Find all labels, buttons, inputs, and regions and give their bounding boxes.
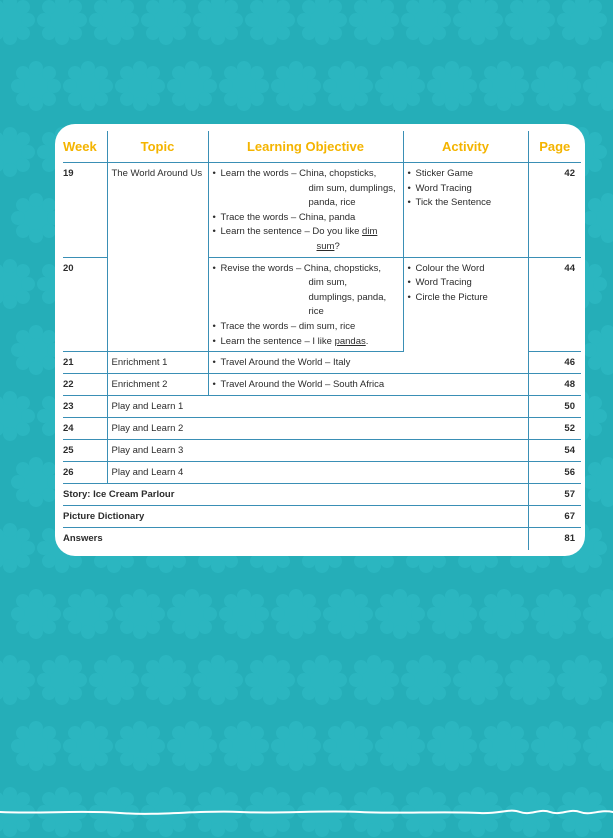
flower-motif xyxy=(375,721,425,771)
flower-motif xyxy=(219,589,269,639)
flower-motif xyxy=(167,589,217,639)
page-number: 56 xyxy=(528,462,581,484)
header-week: Week xyxy=(63,131,107,163)
flower-motif xyxy=(115,61,165,111)
flower-motif xyxy=(349,655,399,705)
flower-motif xyxy=(271,589,321,639)
flower-motif xyxy=(479,721,529,771)
list-item: • Travel Around the World – Italy xyxy=(213,356,524,371)
flower-motif xyxy=(583,193,613,243)
flower-motif xyxy=(219,61,269,111)
flower-motif xyxy=(453,0,503,45)
flower-motif xyxy=(0,259,35,309)
page-number: 54 xyxy=(528,440,581,462)
flower-motif xyxy=(297,655,347,705)
page-number: 46 xyxy=(528,352,581,374)
table-row xyxy=(63,528,581,550)
flower-motif xyxy=(245,655,295,705)
contents-card xyxy=(55,124,585,556)
table-row xyxy=(63,506,581,528)
flower-motif xyxy=(583,61,613,111)
week-number: 26 xyxy=(63,462,107,484)
activity-cell xyxy=(403,257,528,352)
page-number: 50 xyxy=(528,396,581,418)
objective-cell xyxy=(208,374,528,396)
list-item: • Travel Around the World – South Africa xyxy=(213,378,524,393)
flower-motif xyxy=(271,721,321,771)
list-item: • Learn the words – China, chopsticks, dim sum, dumplings, panda, rice xyxy=(213,167,399,211)
page-number: 42 xyxy=(528,163,581,258)
header-row xyxy=(63,131,581,163)
table-row xyxy=(63,484,581,506)
topic-cell: Play and Learn 2 xyxy=(107,418,528,440)
flower-motif xyxy=(375,61,425,111)
flower-motif xyxy=(297,0,347,45)
flower-motif xyxy=(11,61,61,111)
page-number: 48 xyxy=(528,374,581,396)
flower-motif xyxy=(505,655,555,705)
objective-cell xyxy=(208,163,403,258)
list-item: • Sticker Game xyxy=(408,167,524,182)
flower-motif xyxy=(583,457,613,507)
flower-motif xyxy=(531,61,581,111)
table-row xyxy=(63,418,581,440)
answers-label: Answers xyxy=(63,533,103,545)
flower-motif xyxy=(193,655,243,705)
list-item: • Tick the Sentence xyxy=(408,196,524,211)
contents-table xyxy=(63,131,581,550)
flower-motif xyxy=(401,655,451,705)
picture-dictionary-label: Picture Dictionary xyxy=(63,506,528,528)
flower-motif xyxy=(167,61,217,111)
flower-motif xyxy=(323,721,373,771)
page-number: 52 xyxy=(528,418,581,440)
objective-cell xyxy=(208,257,403,352)
flower-motif xyxy=(193,0,243,45)
topic-cell: The World Around Us xyxy=(107,163,208,352)
flower-motif xyxy=(349,0,399,45)
topic-cell: Play and Learn 4 xyxy=(107,462,528,484)
flower-motif xyxy=(453,655,503,705)
flower-motif xyxy=(89,0,139,45)
flower-motif xyxy=(141,0,191,45)
topic-cell: Play and Learn 3 xyxy=(107,440,528,462)
flower-motif xyxy=(219,721,269,771)
flower-motif xyxy=(479,589,529,639)
flower-motif xyxy=(323,61,373,111)
flower-motif xyxy=(0,655,35,705)
table-row xyxy=(63,163,581,258)
flower-motif xyxy=(323,589,373,639)
list-item: • Trace the words – dim sum, rice xyxy=(213,320,399,335)
topic-cell: Play and Learn 1 xyxy=(107,396,528,418)
list-item: • Trace the words – China, panda xyxy=(213,211,399,226)
header-page: Page xyxy=(528,131,581,163)
flower-motif xyxy=(167,721,217,771)
week-number: 23 xyxy=(63,396,107,418)
flower-motif xyxy=(427,721,477,771)
header-learning-objective: Learning Objective xyxy=(208,131,403,163)
flower-motif xyxy=(531,721,581,771)
table-row xyxy=(63,396,581,418)
flower-motif xyxy=(0,523,35,573)
header-topic: Topic xyxy=(107,131,208,163)
page-number: 57 xyxy=(528,484,581,506)
topic-cell: Enrichment 1 xyxy=(107,352,208,374)
week-number: 25 xyxy=(63,440,107,462)
flower-motif xyxy=(0,391,35,441)
flower-motif xyxy=(583,325,613,375)
flower-motif xyxy=(37,655,87,705)
list-item: • Word Tracing xyxy=(408,276,524,291)
flower-motif xyxy=(37,0,87,45)
flower-motif xyxy=(531,589,581,639)
table-row xyxy=(63,462,581,484)
flower-motif xyxy=(583,589,613,639)
flower-motif xyxy=(63,589,113,639)
table-row xyxy=(63,374,581,396)
page-number: 44 xyxy=(528,257,581,352)
flower-motif xyxy=(141,655,191,705)
week-number: 22 xyxy=(63,374,107,396)
table-row xyxy=(63,440,581,462)
table-row xyxy=(63,352,581,374)
flower-motif xyxy=(479,61,529,111)
flower-motif xyxy=(11,721,61,771)
story-label: Story: Ice Cream Parlour xyxy=(63,484,528,506)
flower-motif xyxy=(401,0,451,45)
list-item: • Learn the sentence – Do you like dim sum? xyxy=(213,225,399,254)
list-item: • Learn the sentence – I like pandas. xyxy=(213,335,399,350)
flower-motif xyxy=(557,0,607,45)
flower-motif xyxy=(11,457,61,507)
list-item: • Revise the words – China, chopsticks, dim sum, dumplings, panda, rice xyxy=(213,262,399,320)
flower-motif xyxy=(0,0,35,45)
week-number: 19 xyxy=(63,163,107,258)
flower-motif xyxy=(63,61,113,111)
week-number: 20 xyxy=(63,257,107,352)
header-activity: Activity xyxy=(403,131,528,163)
flower-motif xyxy=(583,721,613,771)
flower-motif xyxy=(245,0,295,45)
flower-motif xyxy=(11,193,61,243)
flower-motif xyxy=(505,0,555,45)
objective-cell xyxy=(208,352,528,374)
activity-cell xyxy=(403,163,528,258)
flower-motif xyxy=(427,589,477,639)
topic-cell: Enrichment 2 xyxy=(107,374,208,396)
decorative-wave-line xyxy=(0,800,613,830)
flower-motif xyxy=(0,127,35,177)
week-number: 24 xyxy=(63,418,107,440)
week-number: 21 xyxy=(63,352,107,374)
list-item: • Circle the Picture xyxy=(408,291,524,306)
flower-motif xyxy=(11,589,61,639)
flower-motif xyxy=(11,325,61,375)
flower-motif xyxy=(427,61,477,111)
page-number: 67 xyxy=(528,506,581,528)
page-number: 81 xyxy=(528,528,581,550)
list-item: • Word Tracing xyxy=(408,182,524,197)
flower-motif xyxy=(63,721,113,771)
flower-motif xyxy=(271,61,321,111)
list-item: • Colour the Word xyxy=(408,262,524,277)
flower-motif xyxy=(115,589,165,639)
flower-motif xyxy=(115,721,165,771)
flower-motif xyxy=(89,655,139,705)
flower-motif xyxy=(557,655,607,705)
flower-motif xyxy=(375,589,425,639)
